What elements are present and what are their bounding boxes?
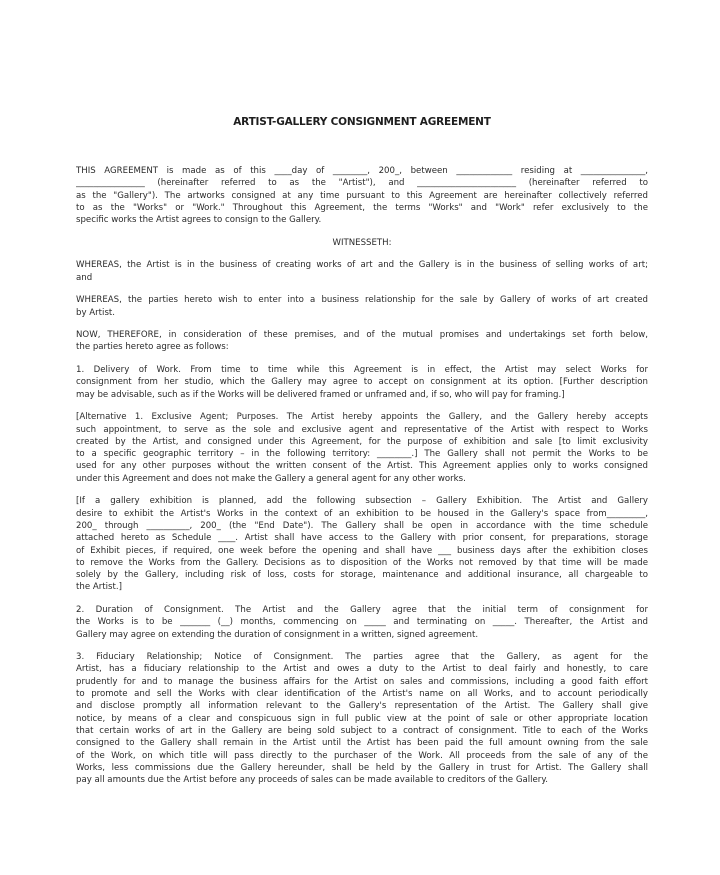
text-line: by Artist. bbox=[76, 307, 116, 318]
text-line: specific works the Artist agrees to consign to the Gallery. bbox=[76, 215, 322, 226]
text-line: Artist, has a fiduciary relationship to the Artist and owes a duty to the Artist to deal fairly and honestly, to care bbox=[76, 664, 648, 675]
text-line: that certain works of art in the Gallery are being sold subject to a contract of consignment. Title to each of the Works bbox=[76, 725, 648, 736]
text-line: of Exhibit pieces, if required, one week before the opening and shall have ___ business days after the exhibition closes bbox=[76, 545, 648, 556]
section-heading bbox=[76, 237, 648, 249]
paragraph bbox=[76, 495, 648, 593]
text-line: 3. Fiduciary Relationship; Notice of Consignment. The parties agree that the Gallery, as agent for the bbox=[76, 652, 648, 663]
paragraph bbox=[76, 259, 648, 284]
text-line: WHEREAS, the Artist is in the business of creating works of art and the Gallery is in the business of selling works of art; bbox=[76, 260, 648, 271]
paragraph bbox=[76, 364, 648, 401]
text-line: used for any other purposes without the written consent of the Artist. This Agreement applies only to works consigned bbox=[76, 461, 648, 472]
text-line: consigned to the Gallery shall remain in the Artist until the Artist has been paid the full amount owning from the sale bbox=[76, 738, 648, 749]
text-line: THIS AGREEMENT is made as of this ____day of ________, 200_, between _____________ residing at _______________, bbox=[76, 166, 648, 176]
text-line: created by the Artist, and consigned under this Agreement, for the purpose of exhibition and sale [to limit exclusivity bbox=[76, 436, 648, 447]
text-line: as the "Gallery"). The artworks consigned at any time pursuant to this Agreement are hereinafter collectively referred bbox=[76, 190, 648, 201]
text-line: 2. Duration of Consignment. The Artist and the Gallery agree that the initial term of consignment for bbox=[76, 604, 648, 615]
document-body bbox=[76, 165, 648, 797]
text-line: desire to exhibit the Artist's Works in the context of an exhibition to be housed in the Gallery's space from_________, bbox=[76, 508, 648, 519]
text-line: prudently for and to manage the business affairs for the Artist on sales and commissions, including a good faith effort bbox=[76, 676, 648, 687]
paragraph bbox=[76, 604, 648, 641]
text-line: of the Work, on which title will pass directly to the purchaser of the Work. All proceeds from the sale of any of the bbox=[76, 750, 648, 761]
text-line: the Works is to be _______ (__) months, commencing on _____ and terminating on _____. Thereafter, the Artist and bbox=[76, 617, 648, 628]
paragraph bbox=[76, 651, 648, 786]
paragraph bbox=[76, 294, 648, 319]
text-line: the parties hereto agree as follows: bbox=[76, 342, 229, 353]
text-line: to a specific geographic territory – in the following territory: ________.] The Gallery shall not permit the Works to be bbox=[76, 449, 648, 460]
text-line: solely by the Gallery, including risk of loss, costs for storage, maintenance and additional insurance, all chargeable to bbox=[76, 570, 648, 581]
text-line: attached hereto as Schedule ____. Artist shall have access to the Gallery with prior consent, for preparations, storage bbox=[76, 533, 648, 544]
text-line: consignment from her studio, which the Gallery may agree to accept on consignment at its option. [Further description bbox=[76, 377, 648, 388]
paragraph bbox=[76, 411, 648, 485]
paragraph bbox=[76, 165, 648, 226]
text-line: 200_ through __________, 200_ (the "End Date"). The Gallery shall be open in accordance with the time schedule bbox=[76, 520, 648, 531]
text-line: pay all amounts due the Artist before any proceeds of sales can be made available to creditors of the Gallery. bbox=[76, 775, 548, 786]
document-title: ARTIST-GALLERY CONSIGNMENT AGREEMENT bbox=[233, 116, 491, 128]
text-line: WITNESSETH: bbox=[332, 237, 392, 248]
text-line: Works, less commissions due the Gallery hereunder, shall be held by the Gallery in trust for Artist. The Gallery shall bbox=[76, 762, 648, 773]
text-line: such appointment, to serve as the sole and exclusive agent and representative of the Artist with respect to Works bbox=[76, 424, 648, 435]
text-line: may be advisable, such as if the Works will be delivered framed or unframed and, if so, who will pay for framing.] bbox=[76, 389, 565, 400]
text-line: and disclose promptly all information relevant to the Gallery's representation of the Artist. The Gallery shall give bbox=[76, 701, 648, 712]
text-line: under this Agreement and does not make the Gallery a general agent for any other works. bbox=[76, 473, 466, 484]
text-line: notice, by means of a clear and conspicuous sign in full public view at the point of sale or other appropriate location bbox=[76, 713, 648, 724]
text-line: Gallery may agree on extending the duration of consignment in a written, signed agreement. bbox=[76, 629, 479, 640]
text-line: [If a gallery exhibition is planned, add the following subsection – Gallery Exhibition. The Artist and Gallery bbox=[76, 496, 648, 507]
text-line: ________________ (hereinafter referred to as the "Artist"), and _______________________ (hereinafter referred to bbox=[76, 178, 648, 189]
text-line: the Artist.] bbox=[76, 582, 122, 593]
text-line: to as the "Works" or "Work." Throughout this Agreement, the terms "Works" and "Work" refer exclusively to the bbox=[76, 202, 648, 213]
text-line: to promote and sell the Works with clear identification of the Artist's name on all Works, and to account periodically bbox=[76, 689, 648, 700]
text-line: 1. Delivery of Work. From time to time while this Agreement is in effect, the Artist may select Works for bbox=[76, 365, 648, 376]
text-line: WHEREAS, the parties hereto wish to enter into a business relationship for the sale by Gallery of works of art created bbox=[76, 295, 648, 306]
paragraph bbox=[76, 329, 648, 354]
text-line: NOW, THEREFORE, in consideration of these premises, and of the mutual promises and undertakings set forth below, bbox=[76, 330, 648, 341]
text-line: [Alternative 1. Exclusive Agent; Purposes. The Artist hereby appoints the Gallery, and the Gallery hereby accepts bbox=[76, 412, 648, 423]
text-line: and bbox=[76, 272, 93, 283]
text-line: to remove the Works from the Gallery. Decisions as to disposition of the Works not removed by that time will be made bbox=[76, 557, 648, 568]
